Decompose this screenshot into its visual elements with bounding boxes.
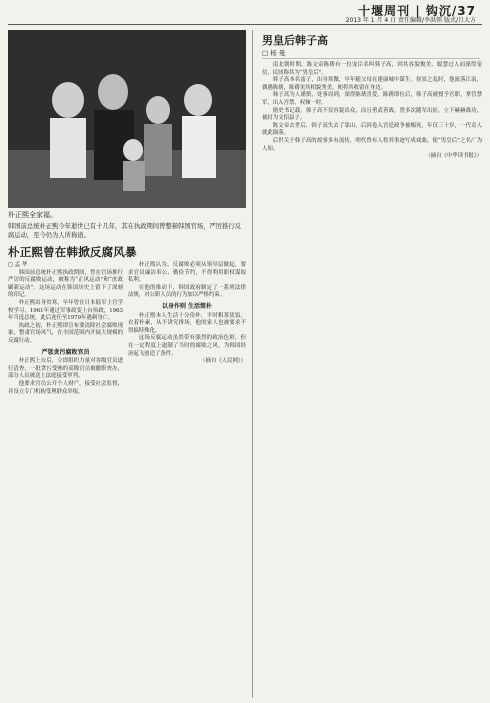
article-column-2 [128,262,246,700]
sidebar-source: （摘自《中华读书报》） [425,153,482,160]
column-divider [252,30,253,698]
family-photo [8,30,246,208]
sidebar-paragraph: 陈文帝去世后，韩子高失去了靠山，后因卷入宫廷政争被赐死，年仅三十岁，一代奇人就此陨落。 [262,122,482,137]
page-header [0,0,490,26]
article-paragraph: 他要求官员公开个人财产，接受社会监督，并设立专门机构受理群众举报。 [8,380,123,395]
article-paragraph: 朴正熙出身贫寒，早年曾在日本陆军士官学校学习，1961年通过军事政变上台执政，1963年当选总统，此后连任至1979年遇刺身亡。 [8,299,123,322]
section-name: 钩沉 [425,4,452,18]
article-lead: 韩国前总统朴正熙今年逝世已有十几年，其在执政期间曾整顿韩国官场，严厉推行反腐运动，至今仍为人所称道。 [8,223,241,239]
article-paragraph: 这场反腐运动虽然带有强烈的政治色彩，但在一定程度上遏制了当时的腐败之风，为韩国经济起飞创造了条件。 [128,335,246,357]
publication-name: 十堰周刊 [358,4,411,18]
article-paragraph: 韩国前总统朴正熙执政期间，曾在官场推行严厉的反腐败运动，被称为“正风运动”和“庶政刷新运动”。这场运动在韩国历史上留下了深刻的印记。 [8,269,123,299]
article-paragraph: 朴正熙认为，反腐败必须从领导层做起，要求官员廉洁奉公、勤俭节约，不得利用职权谋取私利。 [128,262,246,284]
article-paragraph: 朴正熙本人生活十分俭朴，平时粗茶淡饭，衣着朴素，从不讲究排场，他的家人也被要求不得搞特殊化。 [128,312,246,334]
article-source: （摘自《人民网》） [200,358,246,365]
photo-caption: 朴正熙全家福。 [8,211,57,219]
sidebar-divider [262,58,480,59]
article-paragraph: 在他的推动下，韩国政府制定了一系列法律法规，对公职人员的行为加以严格约束。 [128,284,246,299]
article-subheading: 以身作则 生活简朴 [161,302,213,310]
issue-line: 2013 年 1 月 4 日 责任编辑/李洪领 版式/吕大方 [345,17,476,24]
article-subheading: 严惩贪污腐败官员 [41,348,90,356]
sidebar-paragraph: 据史书记载，韩子高不仅容貌出众，而且勇武善战，曾多次随军出征，立下赫赫战功，被封为文招县子。 [262,107,482,122]
sidebar-author: □ 杨 曼 [262,49,286,57]
header-divider [8,24,482,25]
article-headline: 朴正熙曾在韩掀反腐风暴 [8,245,137,259]
sidebar-title: 男皇后韩子高 [262,34,328,47]
article-byline: □ 孟 华 [8,262,28,268]
page-number: /37 [451,4,476,18]
article-paragraph: 执政之初，朴正熙即宣布要清除社会腐败现象，整肃官场风气，在全国范围内开展大规模的反腐行动。 [8,322,123,344]
sidebar-paragraph: 韩子高为人谨慎，处事周到，深得陈蒨喜爱。陈蒨即位后，韩子高被授予官职，掌管禁军，出入宫禁，权倾一时。 [262,92,482,106]
sidebar-paragraph: 南北朝时期，陈文帝陈蒨有一位宠臣名叫韩子高，因其容貌俊美、聪慧过人而深得宠信，民间称其为“男皇后”。 [262,62,482,76]
sidebar-body [262,62,482,698]
masthead: 十堰周刊 | 钩沉/37 [358,4,476,18]
sidebar-paragraph: 韩子高本名蛮子，出身寒微，早年随父母在建康城中谋生。侯景之乱时，他流落江南，偶遇陈蒨，陈蒨见其相貌秀美，便将其收留在身边。 [262,77,482,91]
article-column-1 [8,262,123,700]
article-paragraph: 朴正熙上台后，立即组织力量对各级官员进行清查，一批贪污受贿的高级官员被撤职查办，部分人员被送上法庭接受审判。 [8,358,123,380]
sidebar-paragraph: 后世关于韩子高的故事多有流传，明代曾有人将其事迹写成戏曲，使“男皇后”之名广为人知。 [262,137,482,152]
